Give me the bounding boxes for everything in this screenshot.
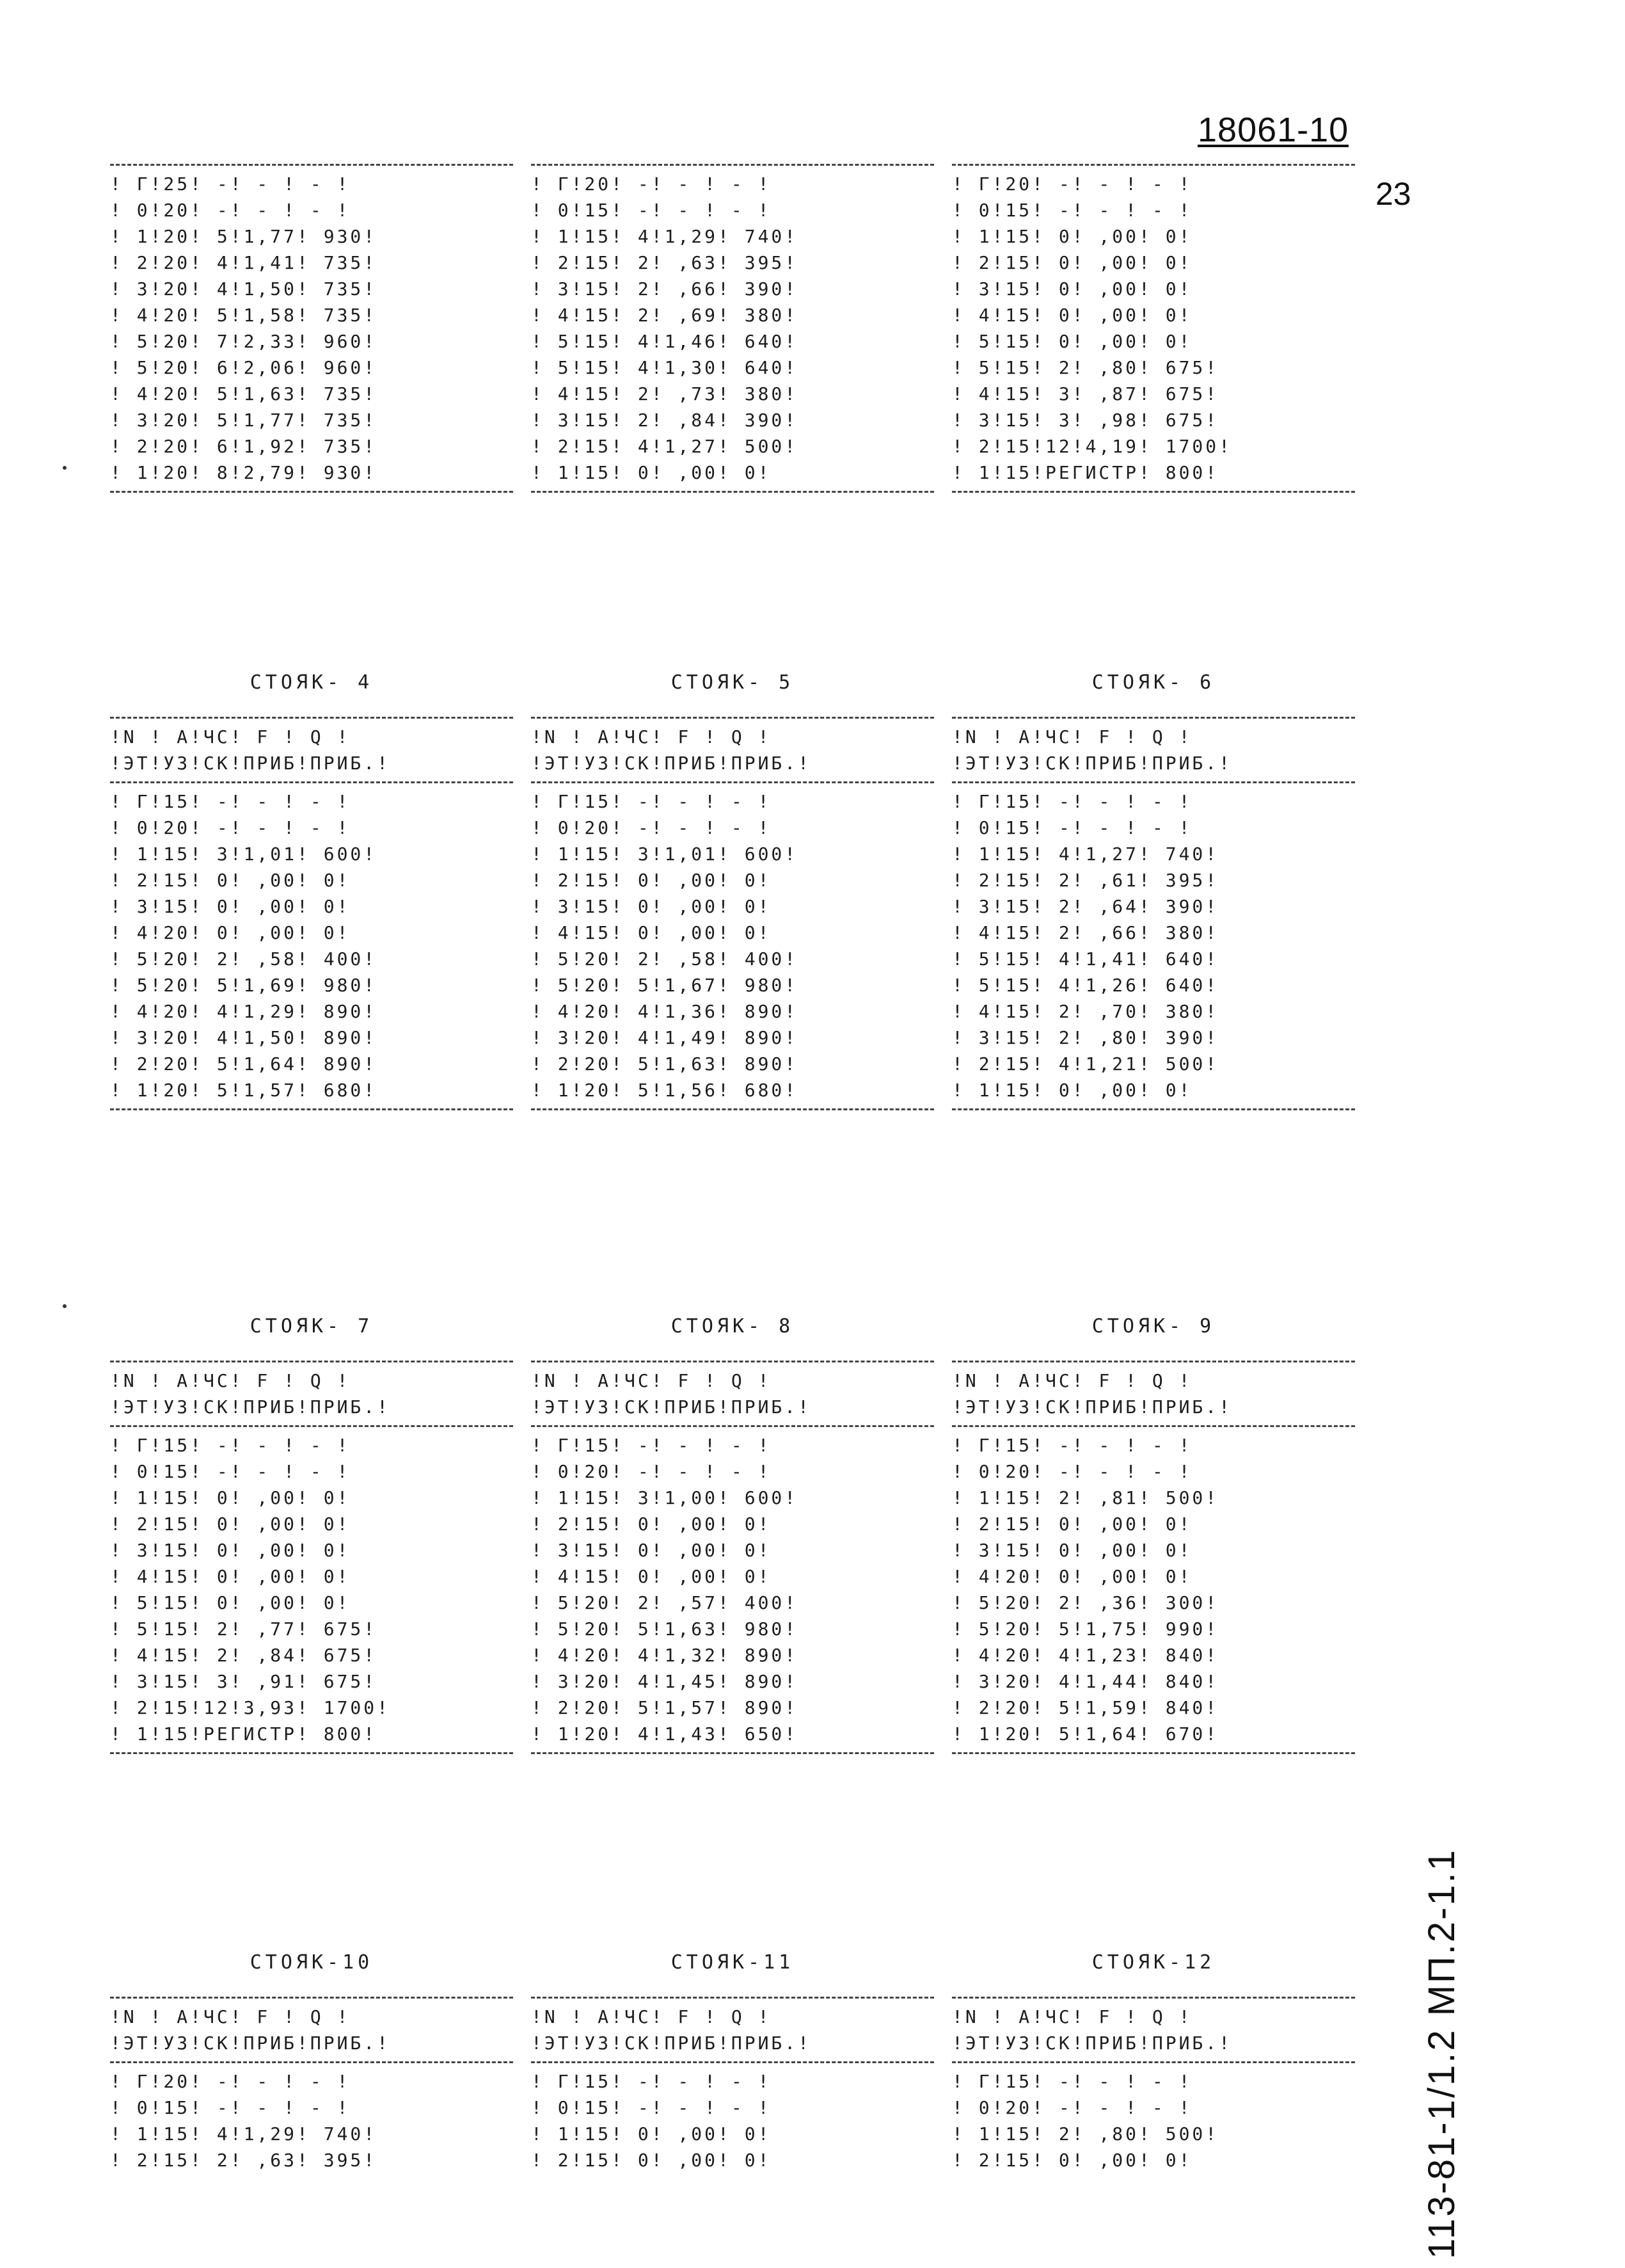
table-row: ! 5!15! 2! ,80! 675! bbox=[952, 357, 1219, 378]
dashed-rule bbox=[952, 717, 1355, 719]
dashed-rule bbox=[952, 1425, 1355, 1427]
table-row: ! 3!15! 0! ,00! 0! bbox=[952, 1540, 1193, 1561]
dashed-rule bbox=[110, 1425, 513, 1427]
table-row: ! 2!15! 2! ,63! 395! bbox=[531, 252, 798, 273]
column-header: !N ! А!ЧС! F ! Q ! bbox=[952, 2006, 1193, 2027]
table-row: ! 2!15! 2! ,63! 395! bbox=[110, 2150, 377, 2171]
table-row: ! 4!15! 0! ,00! 0! bbox=[952, 305, 1193, 326]
table-row: ! 5!15! 4!1,26! 640! bbox=[952, 975, 1219, 996]
table-row: ! Г!15! -! - ! - ! bbox=[952, 791, 1193, 812]
dashed-rule bbox=[110, 1108, 513, 1110]
table-row: ! 3!20! 5!1,77! 735! bbox=[110, 410, 377, 431]
column-header: !ЭТ!УЗ!СК!ПРИБ!ПРИБ.! bbox=[110, 753, 391, 774]
table-row: ! 1!20! 5!1,64! 670! bbox=[952, 1723, 1219, 1745]
dashed-rule bbox=[952, 2061, 1355, 2063]
table-row: ! 4!20! 4!1,32! 890! bbox=[531, 1645, 798, 1666]
table-row: ! 5!15! 0! ,00! 0! bbox=[110, 1592, 351, 1613]
table-row: ! 0!20! -! - ! - ! bbox=[531, 817, 772, 838]
scan-speck bbox=[63, 1304, 67, 1308]
riser-table-2-2 bbox=[952, 1315, 1355, 1759]
table-row: ! 0!15! -! - ! - ! bbox=[531, 2097, 772, 2118]
dashed-rule bbox=[110, 717, 513, 719]
table-row: ! 2!20! 6!1,92! 735! bbox=[110, 436, 377, 457]
dashed-rule bbox=[531, 1425, 934, 1427]
table-row: ! 1!15!РЕГИСТР! 800! bbox=[952, 462, 1219, 483]
table-row: ! 1!15! 3!1,01! 600! bbox=[531, 843, 798, 865]
table-row: ! 1!20! 5!1,57! 680! bbox=[110, 1080, 377, 1101]
table-row: ! 4!15! 3! ,87! 675! bbox=[952, 383, 1219, 404]
table-row: ! 1!15! 0! ,00! 0! bbox=[110, 1487, 351, 1508]
table-row: ! 3!20! 4!1,44! 840! bbox=[952, 1671, 1219, 1692]
table-row: ! 0!15! -! - ! - ! bbox=[110, 1461, 351, 1482]
table-row: ! 5!20! 2! ,58! 400! bbox=[531, 948, 798, 970]
table-row: ! 4!20! 4!1,36! 890! bbox=[531, 1001, 798, 1022]
table-row: ! 5!20! 2! ,58! 400! bbox=[110, 948, 377, 970]
dashed-rule bbox=[531, 1997, 934, 1999]
dashed-rule bbox=[110, 781, 513, 783]
table-row: ! Г!15! -! - ! - ! bbox=[110, 791, 351, 812]
dashed-rule bbox=[531, 717, 934, 719]
table-row: ! 3!15! 2! ,64! 390! bbox=[952, 896, 1219, 917]
column-header: !ЭТ!УЗ!СК!ПРИБ!ПРИБ.! bbox=[110, 2032, 391, 2054]
riser-title: СТОЯК- 5 bbox=[670, 671, 795, 694]
table-row: ! 1!20! 5!1,56! 680! bbox=[531, 1080, 798, 1101]
table-row: ! Г!15! -! - ! - ! bbox=[952, 2071, 1193, 2092]
table-row: ! 1!15! 0! ,00! 0! bbox=[531, 462, 772, 483]
table-row: ! 5!20! 5!1,69! 980! bbox=[110, 975, 377, 996]
column-header: !ЭТ!УЗ!СК!ПРИБ!ПРИБ.! bbox=[531, 2032, 812, 2054]
table-row: ! 0!15! -! - ! - ! bbox=[531, 200, 772, 221]
dashed-rule bbox=[531, 2061, 934, 2063]
table-row: ! 5!20! 2! ,57! 400! bbox=[531, 1592, 798, 1613]
riser-table-0-2 bbox=[952, 159, 1355, 498]
dashed-rule bbox=[952, 1361, 1355, 1362]
table-row: ! 2!15! 0! ,00! 0! bbox=[952, 2150, 1193, 2171]
riser-title: СТОЯК-11 bbox=[670, 1951, 795, 1974]
column-header: !ЭТ!УЗ!СК!ПРИБ!ПРИБ.! bbox=[531, 1396, 812, 1418]
dashed-rule bbox=[531, 1108, 934, 1110]
table-row: ! 0!20! -! - ! - ! bbox=[110, 817, 351, 838]
column-header: !N ! А!ЧС! F ! Q ! bbox=[110, 2006, 351, 2027]
column-header: !N ! А!ЧС! F ! Q ! bbox=[110, 726, 351, 747]
riser-title: СТОЯК- 4 bbox=[250, 671, 374, 694]
table-row: ! Г!15! -! - ! - ! bbox=[531, 1435, 772, 1456]
dashed-rule bbox=[952, 164, 1355, 166]
riser-title: СТОЯК- 6 bbox=[1091, 671, 1216, 694]
table-row: ! 1!15! 2! ,81! 500! bbox=[952, 1487, 1219, 1508]
table-row: ! 1!20! 5!1,77! 930! bbox=[110, 226, 377, 247]
table-row: ! 4!20! 0! ,00! 0! bbox=[110, 922, 351, 943]
table-row: ! 4!20! 5!1,58! 735! bbox=[110, 305, 377, 326]
table-row: ! 3!20! 4!1,50! 735! bbox=[110, 278, 377, 299]
riser-table-3-0 bbox=[110, 1951, 513, 2173]
table-row: ! 5!15! 4!1,41! 640! bbox=[952, 948, 1219, 970]
table-row: ! 3!20! 4!1,50! 890! bbox=[110, 1027, 377, 1048]
table-row: ! 4!15! 2! ,66! 380! bbox=[952, 922, 1219, 943]
column-header: !N ! А!ЧС! F ! Q ! bbox=[531, 2006, 772, 2027]
table-row: ! 0!20! -! - ! - ! bbox=[531, 1461, 772, 1482]
table-row: ! 3!15! 0! ,00! 0! bbox=[531, 896, 772, 917]
table-row: ! 1!20! 8!2,79! 930! bbox=[110, 462, 377, 483]
table-row: ! Г!20! -! - ! - ! bbox=[110, 2071, 351, 2092]
table-row: ! 3!15! 0! ,00! 0! bbox=[952, 278, 1193, 299]
riser-table-0-1 bbox=[531, 159, 934, 498]
table-row: ! 2!15!12!3,93! 1700! bbox=[110, 1697, 391, 1718]
table-row: ! 0!20! -! - ! - ! bbox=[110, 200, 351, 221]
column-header: !ЭТ!УЗ!СК!ПРИБ!ПРИБ.! bbox=[110, 1396, 391, 1418]
table-row: ! 1!15! 4!1,27! 740! bbox=[952, 843, 1219, 865]
table-row: ! 2!15! 0! ,00! 0! bbox=[531, 1513, 772, 1535]
table-row: ! 5!20! 7!2,33! 960! bbox=[110, 331, 377, 352]
riser-table-3-2 bbox=[952, 1951, 1355, 2173]
table-row: ! 3!15! 3! ,98! 675! bbox=[952, 410, 1219, 431]
table-row: ! 3!15! 2! ,66! 390! bbox=[531, 278, 798, 299]
table-row: ! 3!15! 0! ,00! 0! bbox=[110, 896, 351, 917]
table-row: ! 1!15! 0! ,00! 0! bbox=[531, 2123, 772, 2144]
table-row: ! 2!20! 4!1,41! 735! bbox=[110, 252, 377, 273]
table-row: ! 4!15! 0! ,00! 0! bbox=[110, 1566, 351, 1587]
dashed-rule bbox=[531, 1361, 934, 1362]
column-header: !ЭТ!УЗ!СК!ПРИБ!ПРИБ.! bbox=[952, 1396, 1233, 1418]
document-number: 18061-10 bbox=[1198, 111, 1349, 149]
column-header: !ЭТ!УЗ!СК!ПРИБ!ПРИБ.! bbox=[531, 753, 812, 774]
table-row: ! Г!15! -! - ! - ! bbox=[531, 791, 772, 812]
table-row: ! 0!20! -! - ! - ! bbox=[952, 1461, 1193, 1482]
dashed-rule bbox=[110, 2061, 513, 2063]
riser-title: СТОЯК-10 bbox=[250, 1951, 374, 1974]
table-row: ! 5!20! 5!1,75! 990! bbox=[952, 1618, 1219, 1640]
table-row: ! Г!25! -! - ! - ! bbox=[110, 173, 351, 195]
table-row: ! 2!15! 0! ,00! 0! bbox=[110, 1513, 351, 1535]
dashed-rule bbox=[110, 1997, 513, 1999]
dashed-rule bbox=[110, 1361, 513, 1362]
column-header: !N ! А!ЧС! F ! Q ! bbox=[952, 1370, 1193, 1391]
table-row: ! 0!15! -! - ! - ! bbox=[952, 200, 1193, 221]
table-row: ! 1!15! 0! ,00! 0! bbox=[952, 1080, 1193, 1101]
riser-table-1-2 bbox=[952, 671, 1355, 1115]
table-row: ! 1!15! 2! ,80! 500! bbox=[952, 2123, 1219, 2144]
table-row: ! 0!15! -! - ! - ! bbox=[952, 817, 1193, 838]
page-number: 23 bbox=[1375, 176, 1411, 212]
riser-title: СТОЯК-12 bbox=[1091, 1951, 1216, 1974]
dashed-rule bbox=[531, 781, 934, 783]
dashed-rule bbox=[531, 164, 934, 166]
riser-table-1-1 bbox=[531, 671, 934, 1115]
riser-title: СТОЯК- 8 bbox=[670, 1315, 795, 1338]
riser-table-0-0 bbox=[110, 159, 513, 498]
dashed-rule bbox=[110, 164, 513, 166]
riser-table-1-0 bbox=[110, 671, 513, 1115]
table-row: ! 3!15! 3! ,91! 675! bbox=[110, 1671, 377, 1692]
table-row: ! 5!20! 2! ,36! 300! bbox=[952, 1592, 1219, 1613]
dashed-rule bbox=[952, 781, 1355, 783]
column-header: !N ! А!ЧС! F ! Q ! bbox=[531, 726, 772, 747]
column-header: !ЭТ!УЗ!СК!ПРИБ!ПРИБ.! bbox=[952, 753, 1233, 774]
table-row: ! 5!15! 4!1,46! 640! bbox=[531, 331, 798, 352]
riser-table-2-0 bbox=[110, 1315, 513, 1759]
table-row: ! 2!15! 4!1,21! 500! bbox=[952, 1053, 1219, 1074]
table-row: ! 1!15! 3!1,00! 600! bbox=[531, 1487, 798, 1508]
dashed-rule bbox=[952, 1108, 1355, 1110]
table-row: ! Г!20! -! - ! - ! bbox=[952, 173, 1193, 195]
table-row: ! 4!15! 2! ,73! 380! bbox=[531, 383, 798, 404]
table-row: ! 1!15! 3!1,01! 600! bbox=[110, 843, 377, 865]
riser-title: СТОЯК- 7 bbox=[250, 1315, 374, 1338]
table-row: ! Г!15! -! - ! - ! bbox=[110, 1435, 351, 1456]
table-row: ! 1!20! 4!1,43! 650! bbox=[531, 1723, 798, 1745]
table-row: ! 2!15! 0! ,00! 0! bbox=[110, 870, 351, 891]
column-header: !N ! А!ЧС! F ! Q ! bbox=[531, 1370, 772, 1391]
table-row: ! 2!20! 5!1,57! 890! bbox=[531, 1697, 798, 1718]
table-row: ! 4!15! 2! ,70! 380! bbox=[952, 1001, 1219, 1022]
table-row: ! 2!15! 0! ,00! 0! bbox=[952, 252, 1193, 273]
table-row: ! 3!15! 0! ,00! 0! bbox=[110, 1540, 351, 1561]
scan-speck bbox=[63, 466, 67, 470]
table-row: ! 5!20! 5!1,63! 980! bbox=[531, 1618, 798, 1640]
table-row: ! 4!15! 0! ,00! 0! bbox=[531, 922, 772, 943]
table-row: ! 5!20! 5!1,67! 980! bbox=[531, 975, 798, 996]
table-row: ! 1!15! 0! ,00! 0! bbox=[952, 226, 1193, 247]
riser-title: СТОЯК- 9 bbox=[1091, 1315, 1216, 1338]
table-row: ! 5!20! 6!2,06! 960! bbox=[110, 357, 377, 378]
dashed-rule bbox=[952, 1997, 1355, 1999]
table-row: ! 2!15! 0! ,00! 0! bbox=[531, 2150, 772, 2171]
table-row: ! 2!15! 0! ,00! 0! bbox=[952, 1513, 1193, 1535]
table-row: ! 0!15! -! - ! - ! bbox=[110, 2097, 351, 2118]
table-row: ! 2!20! 5!1,64! 890! bbox=[110, 1053, 377, 1074]
table-row: ! 2!20! 5!1,63! 890! bbox=[531, 1053, 798, 1074]
column-header: !N ! А!ЧС! F ! Q ! bbox=[110, 1370, 351, 1391]
table-row: ! 4!20! 0! ,00! 0! bbox=[952, 1566, 1193, 1587]
dashed-rule bbox=[952, 1752, 1355, 1754]
table-row: ! 3!15! 2! ,84! 390! bbox=[531, 410, 798, 431]
table-row: ! 4!20! 4!1,23! 840! bbox=[952, 1645, 1219, 1666]
dashed-rule bbox=[110, 491, 513, 493]
side-document-code: 113-81-1/1.2 МП.2-1.1 bbox=[1421, 1848, 1462, 2259]
table-row: ! 2!15! 0! ,00! 0! bbox=[531, 870, 772, 891]
table-row: ! 3!20! 4!1,49! 890! bbox=[531, 1027, 798, 1048]
dashed-rule bbox=[531, 491, 934, 493]
table-row: ! Г!20! -! - ! - ! bbox=[531, 173, 772, 195]
table-row: ! Г!15! -! - ! - ! bbox=[952, 1435, 1193, 1456]
table-row: ! 2!15!12!4,19! 1700! bbox=[952, 436, 1233, 457]
table-row: ! 5!15! 2! ,77! 675! bbox=[110, 1618, 377, 1640]
table-row: ! 4!20! 4!1,29! 890! bbox=[110, 1001, 377, 1022]
table-row: ! 5!15! 4!1,30! 640! bbox=[531, 357, 798, 378]
table-row: ! 1!15! 4!1,29! 740! bbox=[110, 2123, 377, 2144]
table-row: ! 4!15! 2! ,84! 675! bbox=[110, 1645, 377, 1666]
table-row: ! 0!20! -! - ! - ! bbox=[952, 2097, 1193, 2118]
dashed-rule bbox=[952, 491, 1355, 493]
table-row: ! 1!15!РЕГИСТР! 800! bbox=[110, 1723, 377, 1745]
table-row: ! 3!15! 2! ,80! 390! bbox=[952, 1027, 1219, 1048]
table-row: ! 3!20! 4!1,45! 890! bbox=[531, 1671, 798, 1692]
table-row: ! 3!15! 0! ,00! 0! bbox=[531, 1540, 772, 1561]
table-row: ! 2!20! 5!1,59! 840! bbox=[952, 1697, 1219, 1718]
table-row: ! 5!15! 0! ,00! 0! bbox=[952, 331, 1193, 352]
table-row: ! 2!15! 2! ,61! 395! bbox=[952, 870, 1219, 891]
column-header: !N ! А!ЧС! F ! Q ! bbox=[952, 726, 1193, 747]
table-row: ! 4!15! 2! ,69! 380! bbox=[531, 305, 798, 326]
riser-table-3-1 bbox=[531, 1951, 934, 2173]
dashed-rule bbox=[531, 1752, 934, 1754]
dashed-rule bbox=[110, 1752, 513, 1754]
column-header: !ЭТ!УЗ!СК!ПРИБ!ПРИБ.! bbox=[952, 2032, 1233, 2054]
table-row: ! 4!20! 5!1,63! 735! bbox=[110, 383, 377, 404]
table-row: ! 2!15! 4!1,27! 500! bbox=[531, 436, 798, 457]
table-row: ! 4!15! 0! ,00! 0! bbox=[531, 1566, 772, 1587]
riser-table-2-1 bbox=[531, 1315, 934, 1759]
table-row: ! 1!15! 4!1,29! 740! bbox=[531, 226, 798, 247]
table-row: ! Г!15! -! - ! - ! bbox=[531, 2071, 772, 2092]
